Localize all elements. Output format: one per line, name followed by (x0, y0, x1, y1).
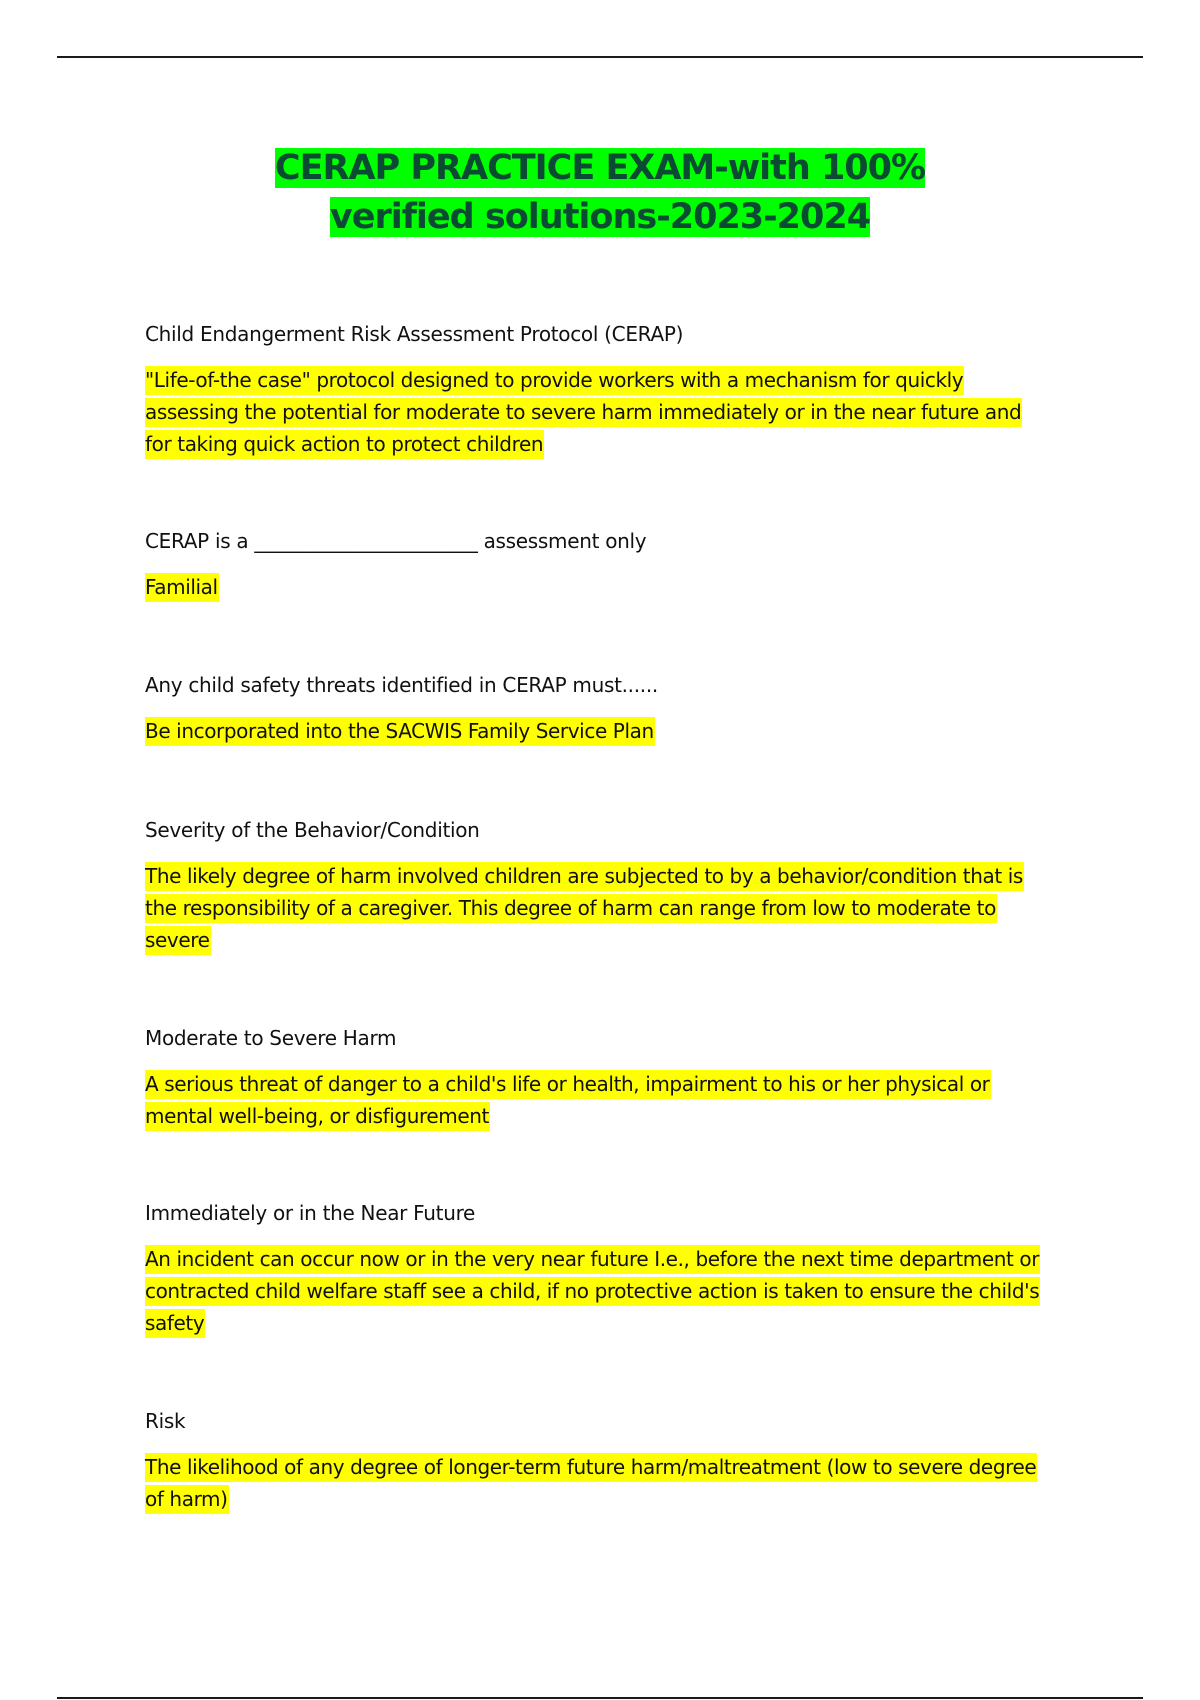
qa-item-3 (145, 671, 1045, 747)
answer-text (145, 571, 1045, 603)
qa-item-6 (145, 1199, 1045, 1339)
bottom-rule (57, 1697, 1143, 1699)
question-text: Severity of the Behavior/Condition (145, 818, 480, 842)
answer-highlight: "Life-of-the case" protocol designed to provide workers with a mechanism for quickly assessing the potential for moderate to severe harm immediately or in the near future and for taking quick action to protect children (145, 366, 1022, 459)
answer-highlight: Familial (145, 573, 219, 602)
qa-item-1 (145, 320, 1045, 460)
answer-text (145, 715, 1045, 747)
answer-text (145, 860, 1045, 956)
answer-highlight: An incident can occur now or in the very near future I.e., before the next time department or contracted child welfare staff see a child, if no protective action is taken to ensure the child's safety (145, 1245, 1040, 1338)
question-text: CERAP is a _______________________ assessment only (145, 529, 647, 553)
question-text: Any child safety threats identified in CERAP must...... (145, 673, 658, 697)
top-rule (57, 56, 1143, 58)
qa-item-2 (145, 527, 1045, 603)
qa-item-5 (145, 1024, 1045, 1132)
page-title: CERAP PRACTICE EXAM-with 100% verified solutions-2023-2024 (274, 148, 926, 237)
qa-item-4 (145, 816, 1045, 956)
question-text: Moderate to Severe Harm (145, 1026, 397, 1050)
question-text: Child Endangerment Risk Assessment Protocol (CERAP) (145, 322, 684, 346)
question-text: Immediately or in the Near Future (145, 1201, 476, 1225)
answer-text (145, 1243, 1045, 1339)
title-block (0, 144, 1200, 242)
answer-highlight: Be incorporated into the SACWIS Family Service Plan (145, 717, 655, 746)
answer-text (145, 364, 1045, 460)
answer-highlight: A serious threat of danger to a child's life or health, impairment to his or her physical or mental well-being, or disfigurement (145, 1070, 991, 1131)
answer-text (145, 1068, 1045, 1132)
answer-text (145, 1451, 1045, 1515)
question-text: Risk (145, 1409, 186, 1433)
qa-item-7 (145, 1407, 1045, 1515)
answer-highlight: The likelihood of any degree of longer-term future harm/maltreatment (low to severe degree of harm) (145, 1453, 1037, 1514)
answer-highlight: The likely degree of harm involved children are subjected to by a behavior/condition that is the responsibility of a caregiver. This degree of harm can range from low to moderate to severe (145, 862, 1024, 955)
